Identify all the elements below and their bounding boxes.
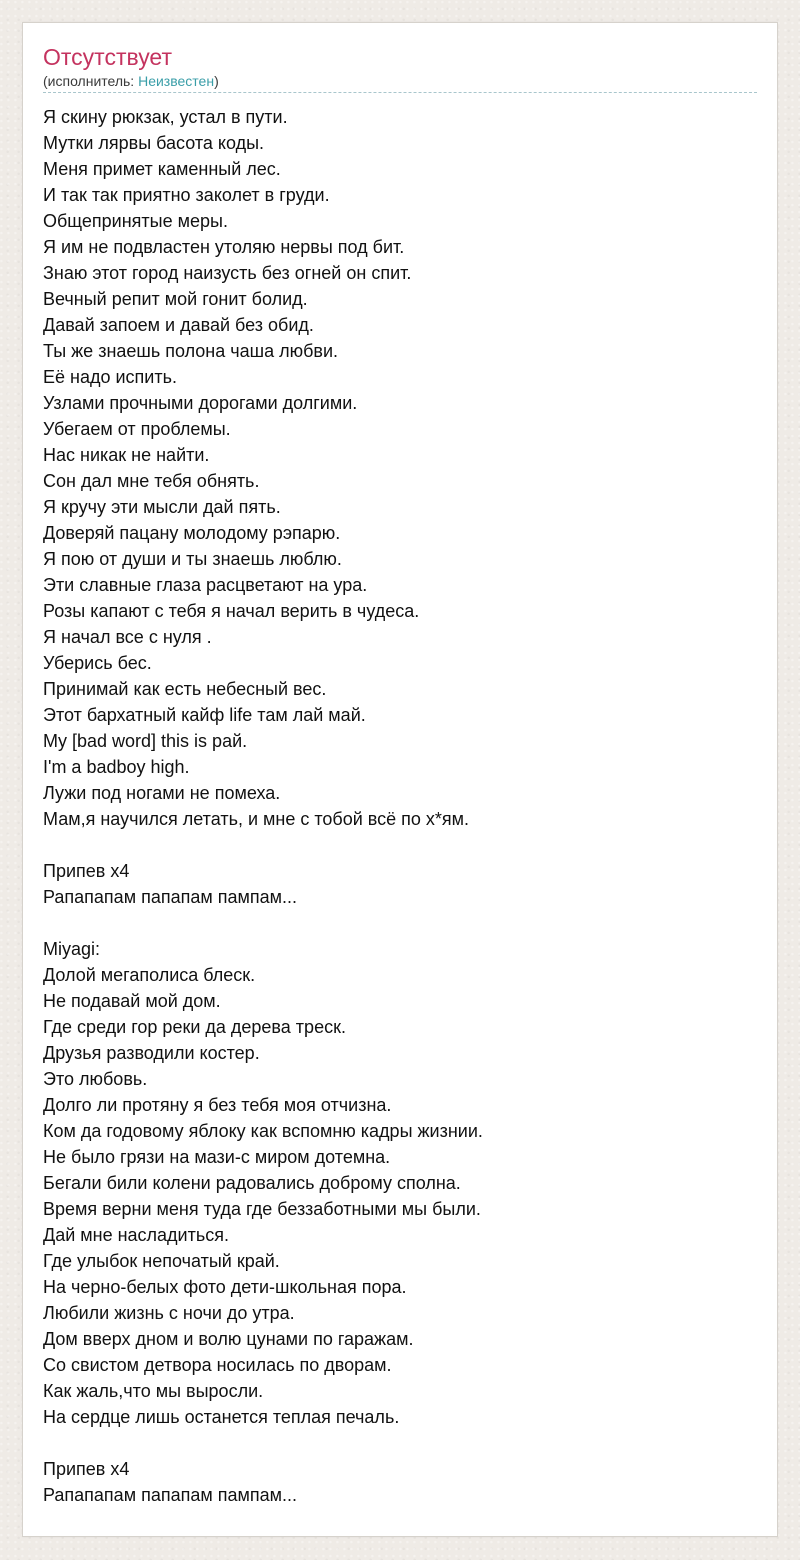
lyrics-line: Знаю этот город наизусть без огней он спит.	[43, 263, 412, 283]
lyrics-line: Время верни меня туда где беззаботными мы были.	[43, 1199, 481, 1219]
lyrics-text	[43, 104, 757, 1508]
lyrics-line: Дом вверх дном и волю цунами по гаражам.	[43, 1329, 414, 1349]
lyrics-card	[22, 22, 778, 1537]
lyrics-line: Общепринятые меры.	[43, 211, 228, 231]
lyrics-line: Меня примет каменный лес.	[43, 159, 281, 179]
lyrics-line: Я им не подвластен утоляю нервы под бит.	[43, 237, 405, 257]
lyrics-line: Ты же знаешь полона чаша любви.	[43, 341, 339, 361]
lyrics-line: Этот бархатный кайф life там лай май.	[43, 705, 366, 725]
lyrics-line: Долго ли протяну я без тебя моя отчизна.	[43, 1095, 392, 1115]
lyrics-line: Розы капают с тебя я начал верить в чудеса.	[43, 601, 420, 621]
lyrics-line: Дай мне насладиться.	[43, 1225, 229, 1245]
lyrics-line: Вечный репит мой гонит болид.	[43, 289, 308, 309]
lyrics-line: Miyagi:	[43, 939, 101, 959]
lyrics-line: Убегаем от проблемы.	[43, 419, 231, 439]
lyrics-line: Доверяй пацану молодому рэпарю.	[43, 523, 341, 543]
lyrics-line: Друзья разводили костер.	[43, 1043, 260, 1063]
artist-prefix: (исполнитель:	[43, 73, 139, 89]
artist-link[interactable]: Неизвестен	[138, 73, 215, 89]
lyrics-line: Я начал все с нуля .	[43, 627, 212, 647]
lyrics-line: Ком да годовому яблоку как вспомню кадры жизнии.	[43, 1121, 483, 1141]
lyrics-line: Где среди гор реки да дерева треск.	[43, 1017, 346, 1037]
lyrics-line: Где улыбок непочатый край.	[43, 1251, 280, 1271]
lyrics-line: Эти славные глаза расцветают на ура.	[43, 575, 368, 595]
lyrics-line: Бегали били колени радовались доброму сполна.	[43, 1173, 461, 1193]
lyrics-line: Со свистом детвора носилась по дворам.	[43, 1355, 392, 1375]
lyrics-line: Долой мегаполиса блеск.	[43, 965, 256, 985]
lyrics-line: Уберись бес.	[43, 653, 152, 673]
lyrics-line: Рапапапам папапам пампам...	[43, 1485, 297, 1505]
lyrics-line: Рапапапам папапам пампам...	[43, 887, 297, 907]
lyrics-line: И так так приятно заколет в груди.	[43, 185, 330, 205]
lyrics-line: Сон дал мне тебя обнять.	[43, 471, 260, 491]
artist-suffix: )	[214, 73, 219, 89]
lyrics-line: Я пою от души и ты знаешь люблю.	[43, 549, 342, 569]
lyrics-line: Любили жизнь с ночи до утра.	[43, 1303, 295, 1323]
lyrics-line: Я скину рюкзак, устал в пути.	[43, 107, 288, 127]
lyrics-line: Я кручу эти мысли дай пять.	[43, 497, 281, 517]
song-title: Отсутствует	[43, 44, 172, 70]
lyrics-blank-line	[43, 1430, 757, 1456]
lyrics-line: Припев x4	[43, 861, 130, 881]
lyrics-line: На сердце лишь останется теплая печаль.	[43, 1407, 400, 1427]
lyrics-line: Припев x4	[43, 1459, 130, 1479]
lyrics-line: Лужи под ногами не помеха.	[43, 783, 281, 803]
lyrics-line: Мутки лярвы басота коды.	[43, 133, 265, 153]
lyrics-line: Не было грязи на мази-с миром дотемна.	[43, 1147, 391, 1167]
lyrics-line: Мам,я научился летать, и мне с тобой всё по х*ям.	[43, 809, 470, 829]
lyrics-line: Её надо испить.	[43, 367, 177, 387]
lyrics-line: Принимай как есть небесный вес.	[43, 679, 327, 699]
lyrics-line: Узлами прочными дорогами долгими.	[43, 393, 358, 413]
lyrics-line: I'm a badboy high.	[43, 757, 190, 777]
lyrics-line: Это любовь.	[43, 1069, 148, 1089]
lyrics-line: Не подавай мой дом.	[43, 991, 221, 1011]
lyrics-line: Давай запоем и давай без обид.	[43, 315, 314, 335]
lyrics-line: На черно-белых фото дети-школьная пора.	[43, 1277, 407, 1297]
lyrics-blank-line	[43, 832, 757, 858]
lyrics-line: Как жаль,что мы выросли.	[43, 1381, 264, 1401]
lyrics-line: My [bad word] this is рай.	[43, 731, 248, 751]
artist-line	[43, 72, 757, 93]
lyrics-blank-line	[43, 910, 757, 936]
lyrics-line: Нас никак не найти.	[43, 445, 210, 465]
